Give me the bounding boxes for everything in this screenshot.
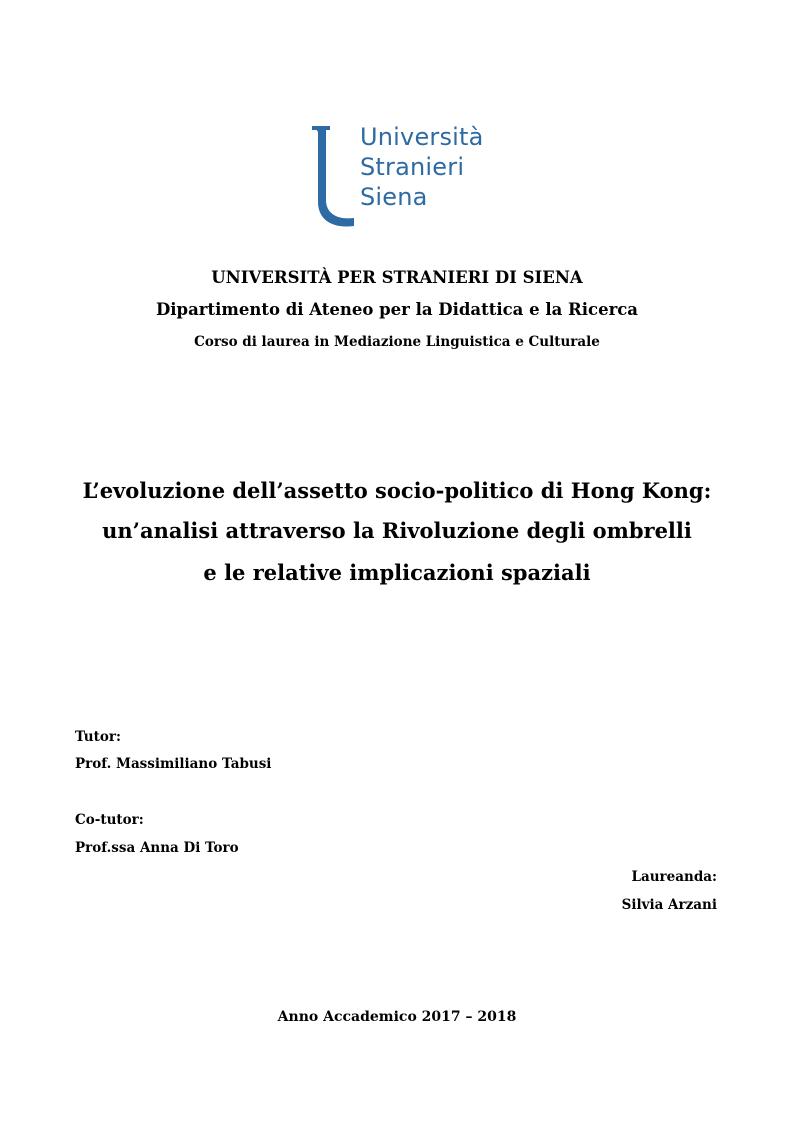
thesis-title-line-1: L’evoluzione dell’assetto socio-politico di Hong Kong: (82, 478, 712, 503)
candidate-label: Laureanda: (631, 869, 717, 885)
logo-line-1: Università (360, 123, 484, 151)
university-logo (310, 122, 510, 232)
logo-line-2: Stranieri (360, 153, 465, 181)
academic-year: Anno Accademico 2017 – 2018 (277, 1009, 517, 1025)
tutor-label: Tutor: (75, 729, 121, 745)
department-name: Dipartimento di Ateneo per la Didattica e la Ricerca (155, 300, 638, 319)
thesis-title-line-2: un’analisi attraverso la Rivoluzione degli ombrelli (102, 518, 692, 543)
candidate-name: Silvia Arzani (621, 897, 717, 913)
course-name: Corso di laurea in Mediazione Linguistica e Culturale (194, 334, 600, 350)
university-name: UNIVERSITÀ PER STRANIERI DI SIENA (211, 268, 583, 287)
cotutor-name: Prof.ssa Anna Di Toro (75, 840, 239, 856)
tutor-name: Prof. Massimiliano Tabusi (75, 756, 272, 772)
logo-line-3: Siena (360, 183, 428, 211)
cotutor-label: Co-tutor: (75, 812, 144, 828)
thesis-title-line-3: e le relative implicazioni spaziali (203, 560, 591, 585)
